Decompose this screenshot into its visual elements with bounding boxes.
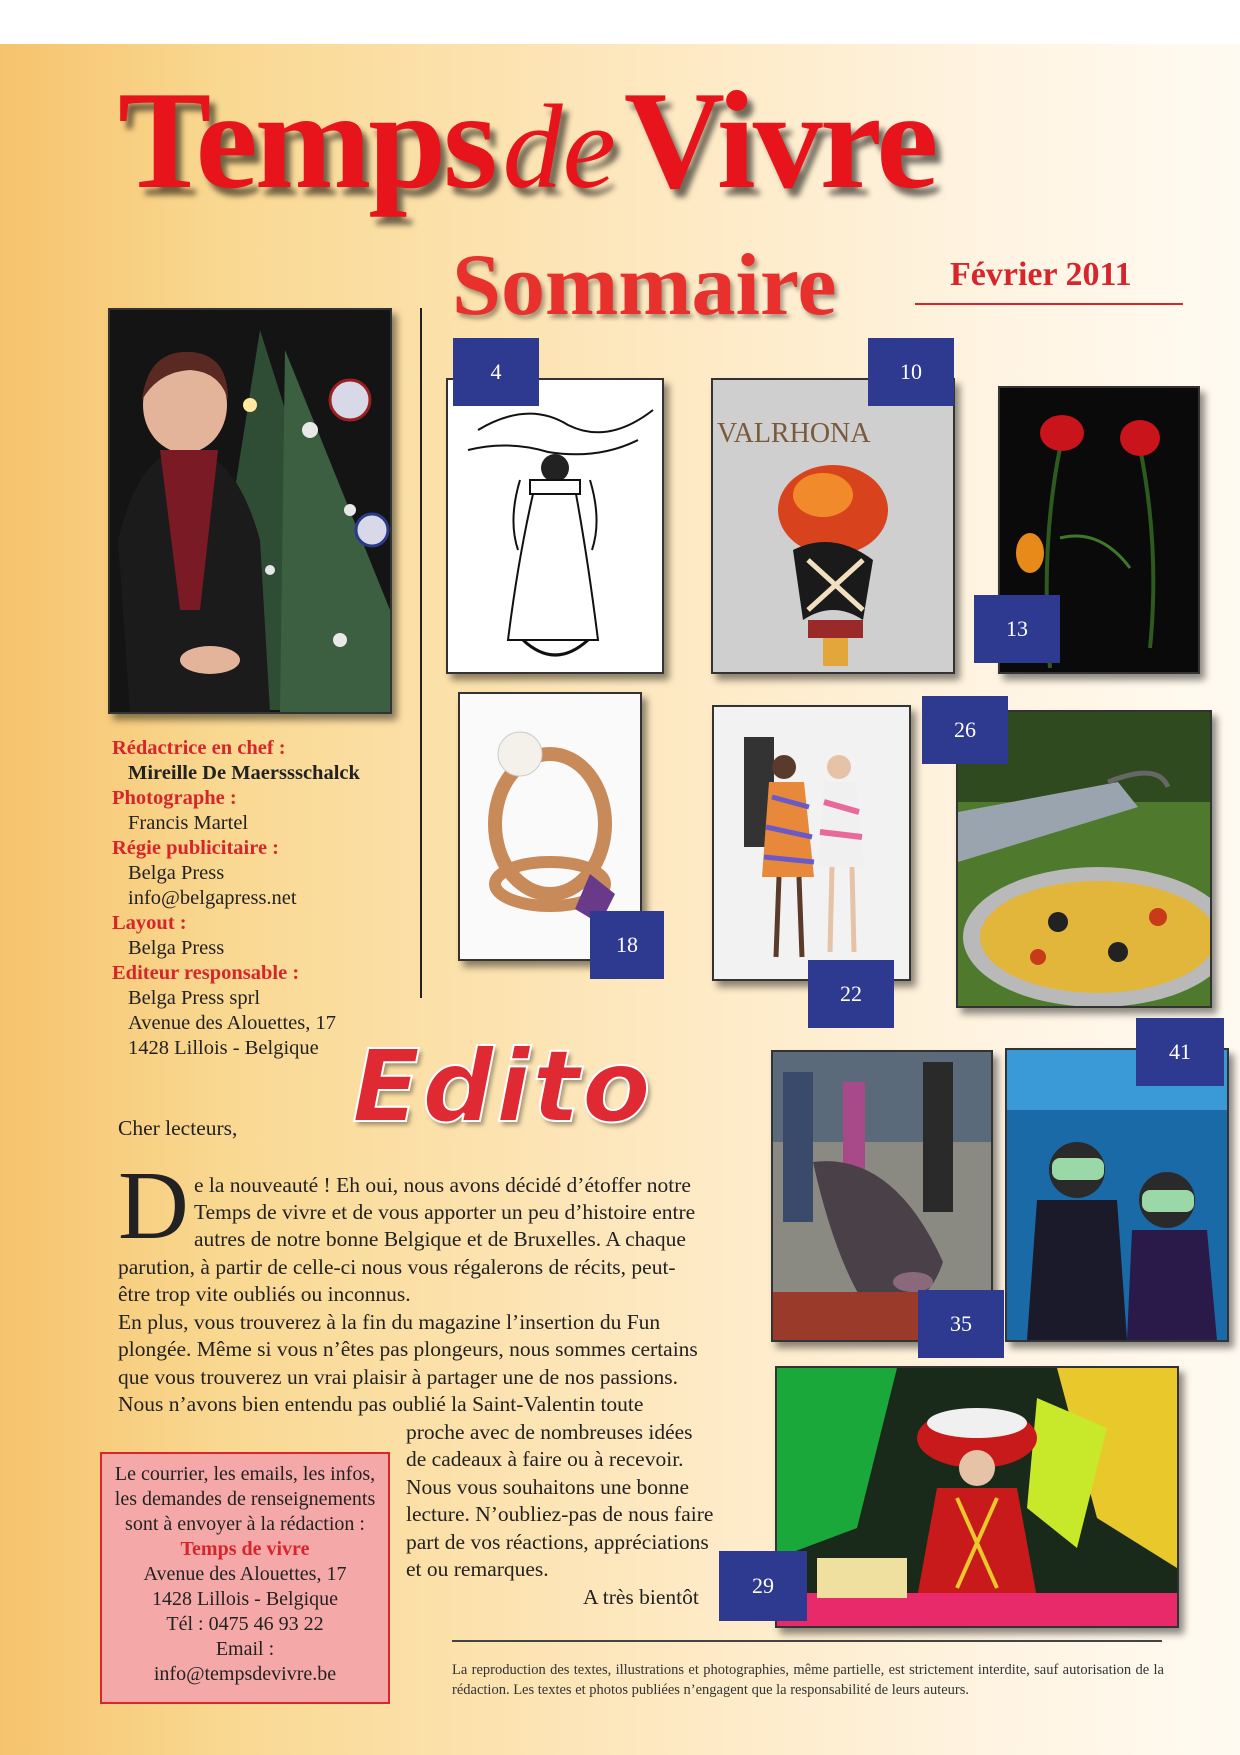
contact-name: Temps de vivre [180, 1538, 310, 1560]
toc-photo-illustration[interactable] [446, 378, 664, 674]
edito-line: e la nouveauté ! Eh oui, nous avons décidé d’étoffer notre [194, 1173, 691, 1197]
toc-badge[interactable]: 35 [918, 1290, 1004, 1358]
credit-value: Avenue des Alouettes, 17 [128, 1012, 336, 1034]
edito-title: Edito [352, 1028, 653, 1145]
toc-badge[interactable]: 29 [719, 1551, 807, 1621]
edito-line: proche avec de nombreuses idées [406, 1420, 693, 1444]
credit-label: Layout : [112, 912, 187, 934]
footer-rule [452, 1640, 1162, 1642]
date-rule [915, 303, 1183, 305]
toc-photo-divers[interactable] [1005, 1048, 1229, 1342]
contact-intro: sont à envoyer à la rédaction : [125, 1513, 365, 1535]
edito-line: être trop vite oubliés ou inconnus. [118, 1282, 411, 1306]
toc-badge[interactable]: 4 [453, 338, 539, 406]
toc-badge[interactable]: 18 [590, 911, 664, 979]
contact-box [100, 1452, 390, 1704]
footer-notice: La reproduction des textes, illustrations et photographies, même partielle, est strictement interdite, sauf autorisation de la rédaction. Les textes et photos publiées n’engagent que la responsabilité de leurs auteurs. [452, 1662, 1164, 1698]
credit-value: Belga Press [128, 937, 225, 959]
staff-credits [112, 736, 360, 1061]
contact-email-label: Email : [215, 1638, 275, 1660]
edito-greeting: Cher lecteurs, [118, 1116, 238, 1140]
edito-line: part de vos réactions, appréciations [406, 1530, 709, 1554]
credit-label: Rédactrice en chef : [112, 737, 286, 759]
masthead [118, 60, 935, 230]
edito-line: autres de notre bonne Belgique et de Bruxelles. A chaque [194, 1227, 686, 1251]
masthead-temps: Temps [118, 63, 495, 218]
valrhona-text: VALRHONA [717, 418, 871, 449]
credit-value: Belga Press [128, 862, 225, 884]
contact-email[interactable]: info@tempsdevivre.be [153, 1663, 337, 1685]
contact-phone: Tél : 0475 46 93 22 [166, 1613, 324, 1635]
edito-line: de cadeaux à faire ou à recevoir. [406, 1447, 684, 1471]
edito-line: En plus, vous trouverez à la fin du magazine l’insertion du Fun [118, 1310, 661, 1334]
edito-signoff: A très bientôt [583, 1585, 699, 1609]
credit-label: Editeur responsable : [112, 962, 300, 984]
edito-line: Nous n’avons bien entendu pas oublié la Saint-Valentin toute [118, 1392, 644, 1416]
toc-photo-chocolate[interactable] [711, 378, 955, 674]
contact-intro: Le courrier, les emails, les infos, [114, 1463, 376, 1485]
credit-value: Belga Press sprl [128, 987, 261, 1009]
edito-line: lecture. N’oubliez-pas de nous faire [406, 1502, 714, 1526]
credit-value: 1428 Lillois - Belgique [128, 1037, 319, 1059]
edito-line: Nous vous souhaitons une bonne [406, 1475, 690, 1499]
credit-value: Mireille De Maerssschalck [128, 762, 360, 784]
credit-value: Francis Martel [128, 812, 249, 834]
toc-badge[interactable]: 26 [922, 696, 1008, 764]
credit-email[interactable]: info@belgapress.net [128, 887, 297, 909]
contact-address: 1428 Lillois - Belgique [151, 1588, 339, 1610]
edito-dropcap: D [118, 1152, 189, 1260]
contact-address: Avenue des Alouettes, 17 [143, 1563, 347, 1585]
credit-label: Photographe : [112, 787, 237, 809]
edito-line: plongée. Même si vous n’êtes pas plongeurs, nous sommes certains [118, 1337, 698, 1361]
vertical-divider [420, 308, 422, 998]
edito-line: que vous trouverez un vrai plaisir à partager une de nos passions. [118, 1365, 679, 1389]
contact-intro: les demandes de renseignements [114, 1488, 376, 1510]
toc-photo-carnival[interactable] [775, 1366, 1179, 1628]
toc-badge[interactable]: 41 [1136, 1018, 1224, 1086]
issue-date: Février 2011 [950, 256, 1132, 293]
toc-badge[interactable]: 13 [974, 595, 1060, 663]
masthead-de: de [502, 80, 616, 213]
sommaire-title: Sommaire [452, 237, 837, 334]
toc-badge[interactable]: 10 [868, 338, 954, 406]
editor-portrait [108, 308, 392, 714]
edito-line: parution, à partir de celle-ci nous vous régalerons de récits, peut- [118, 1255, 676, 1279]
edito-line: Temps de vivre et de vous apporter un peu d’histoire entre [194, 1200, 696, 1224]
masthead-vivre: Vivre [623, 63, 936, 218]
credit-label: Régie publicitaire : [112, 837, 280, 859]
toc-photo-fashion[interactable] [712, 705, 911, 981]
toc-badge[interactable]: 22 [808, 960, 894, 1028]
edito-line: et ou remarques. [406, 1557, 549, 1581]
